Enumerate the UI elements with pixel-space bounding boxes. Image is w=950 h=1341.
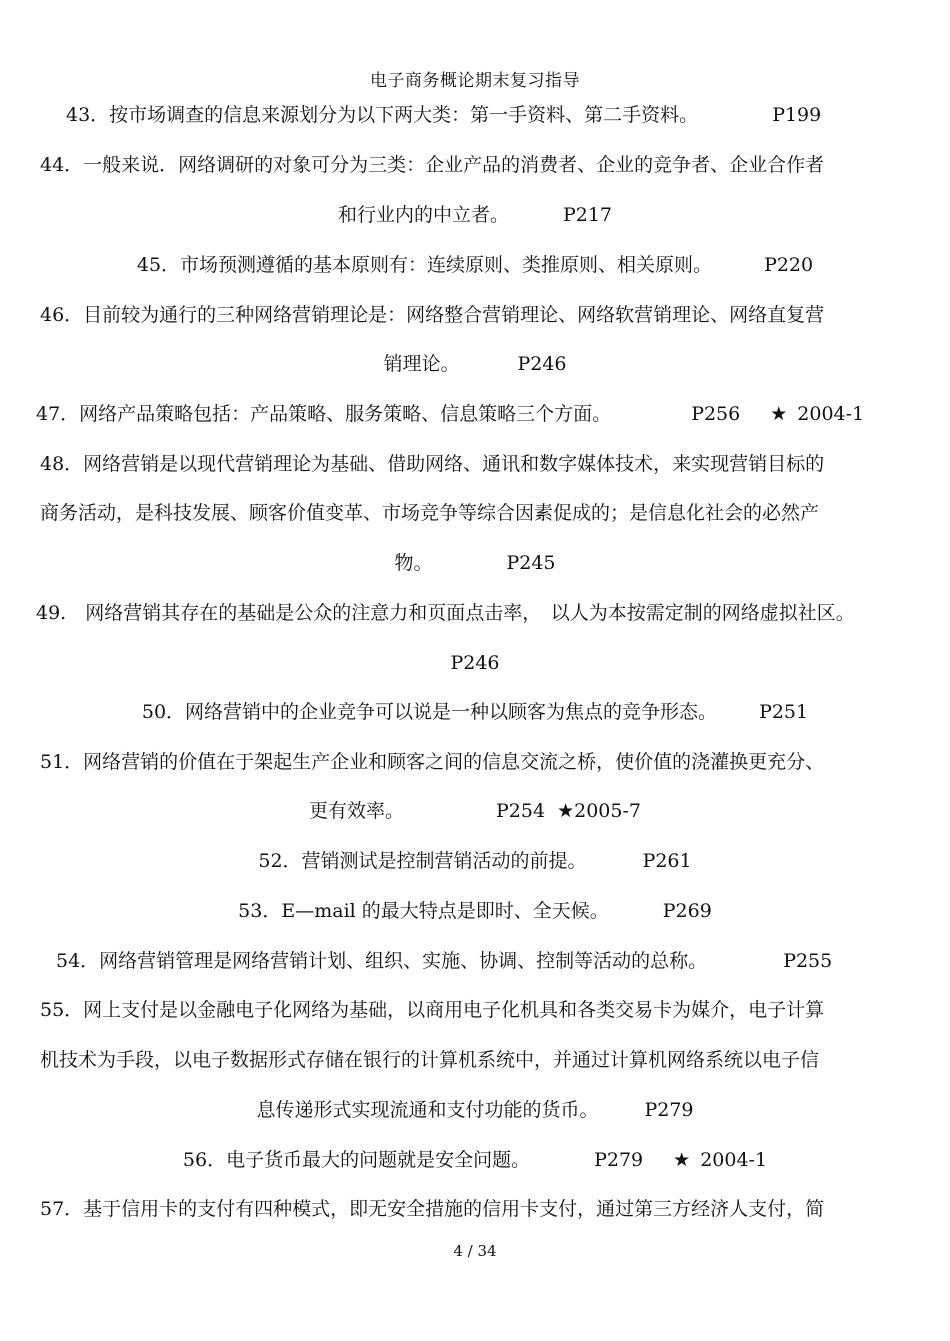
item-51-line-2 bbox=[0, 798, 950, 824]
page-header-title: 电子商务概论期末复习指导 bbox=[370, 71, 580, 91]
item-text: 52．营销测试是控制营销活动的前提。 bbox=[258, 850, 587, 872]
page-ref: P279 bbox=[644, 1099, 694, 1121]
page-ref: P251 bbox=[759, 701, 809, 723]
item-54 bbox=[56, 948, 832, 974]
item-46-line-1: 46．目前较为通行的三种网络营销理论是：网络整合营销理论、网络软营销理论、网络直复营 bbox=[40, 304, 825, 326]
page-ref: P217 bbox=[562, 204, 613, 226]
item-45 bbox=[0, 252, 950, 278]
item-56 bbox=[0, 1147, 950, 1173]
item-text: 50．网络营销中的企业竞争可以说是一种以顾客为焦点的竞争形态。 bbox=[141, 701, 718, 723]
item-49: 49. 网络营销其存在的基础是公众的注意力和页面点击率， 以人为本按需定制的网络虚拟社区。 bbox=[36, 602, 855, 624]
item-48-line-3 bbox=[0, 550, 950, 576]
page-ref: P220 bbox=[764, 254, 814, 276]
item-53 bbox=[0, 898, 950, 924]
item-57-line-1: 57．基于信用卡的支付有四种模式，即无安全措施的信用卡支付，通过第三方经济人支付，简 bbox=[40, 1198, 825, 1220]
item-55-line-3 bbox=[0, 1097, 950, 1123]
item-text: 54．网络营销管理是网络营销计划、组织、实施、协调、控制等活动的总称。 bbox=[56, 950, 708, 972]
item-text: 息传递形式实现流通和支付功能的货币。 bbox=[256, 1099, 599, 1121]
item-55-line-1: 55．网上支付是以金融电子化网络为基础，以商用电子化机具和各类交易卡为媒介，电子计算 bbox=[40, 999, 825, 1021]
item-44-line-1: 44．一般来说．网络调研的对象可分为三类：企业产品的消费者、企业的竞争者、企业合作者 bbox=[40, 154, 825, 176]
item-49-page-ref: P246 bbox=[450, 652, 500, 674]
page-ref: P254 bbox=[496, 800, 546, 822]
item-text: 和行业内的中立者。 bbox=[337, 204, 509, 226]
item-text: 43．按市场调查的信息来源划分为以下两大类：第一手资料、第二手资料。 bbox=[66, 104, 699, 126]
item-48-line-2: 商务活动，是科技发展、顾客价值变革、市场竞争等综合因素促成的；是信息化社会的必然产 bbox=[40, 502, 820, 524]
page-ref: P279 bbox=[594, 1149, 644, 1171]
item-text: 销理论。 bbox=[383, 353, 460, 375]
star-icon: ★ bbox=[770, 403, 788, 425]
exam-date: 2004-1 bbox=[797, 403, 865, 425]
page-number: 4 / 34 bbox=[453, 1242, 497, 1260]
item-46-line-2 bbox=[0, 351, 950, 377]
item-text: 47．网络产品策略包括：产品策略、服务策略、信息策略三个方面。 bbox=[36, 403, 612, 425]
item-55-line-2: 机技术为手段，以电子数据形式存储在银行的计算机系统中，并通过计算机网络系统以电子信 bbox=[40, 1049, 820, 1071]
item-52 bbox=[0, 848, 950, 874]
exam-date: 2004-1 bbox=[700, 1149, 768, 1171]
item-text: 45．市场预测遵循的基本原则有：连续原则、类推原则、相关原则。 bbox=[136, 254, 713, 276]
item-51-line-1: 51．网络营销的价值在于架起生产企业和顾客之间的信息交流之桥，使价值的浇灌换更充分、 bbox=[40, 751, 825, 773]
item-47 bbox=[36, 401, 864, 427]
page-ref: P261 bbox=[642, 850, 692, 872]
star-date-mark: ★2005-7 bbox=[557, 800, 641, 822]
item-50 bbox=[0, 699, 950, 725]
item-44-line-2 bbox=[0, 202, 950, 228]
item-text: 56．电子货币最大的问题就是安全问题。 bbox=[182, 1149, 531, 1171]
item-text: 53．E—mail 的最大特点是即时、全天候。 bbox=[238, 900, 609, 922]
item-43 bbox=[66, 102, 821, 128]
page-ref: P199 bbox=[772, 104, 822, 126]
page-ref: P255 bbox=[783, 950, 833, 972]
star-icon: ★ bbox=[673, 1149, 691, 1171]
page-ref: P245 bbox=[506, 552, 556, 574]
item-48-line-1: 48．网络营销是以现代营销理论为基础、借助网络、通讯和数字媒体技术，来实现营销目标的 bbox=[40, 453, 825, 475]
item-text: 物。 bbox=[394, 552, 433, 574]
page-ref: P256 bbox=[691, 403, 741, 425]
page-ref: P269 bbox=[662, 900, 712, 922]
item-text: 更有效率。 bbox=[309, 800, 405, 822]
page-ref: P246 bbox=[517, 353, 567, 375]
